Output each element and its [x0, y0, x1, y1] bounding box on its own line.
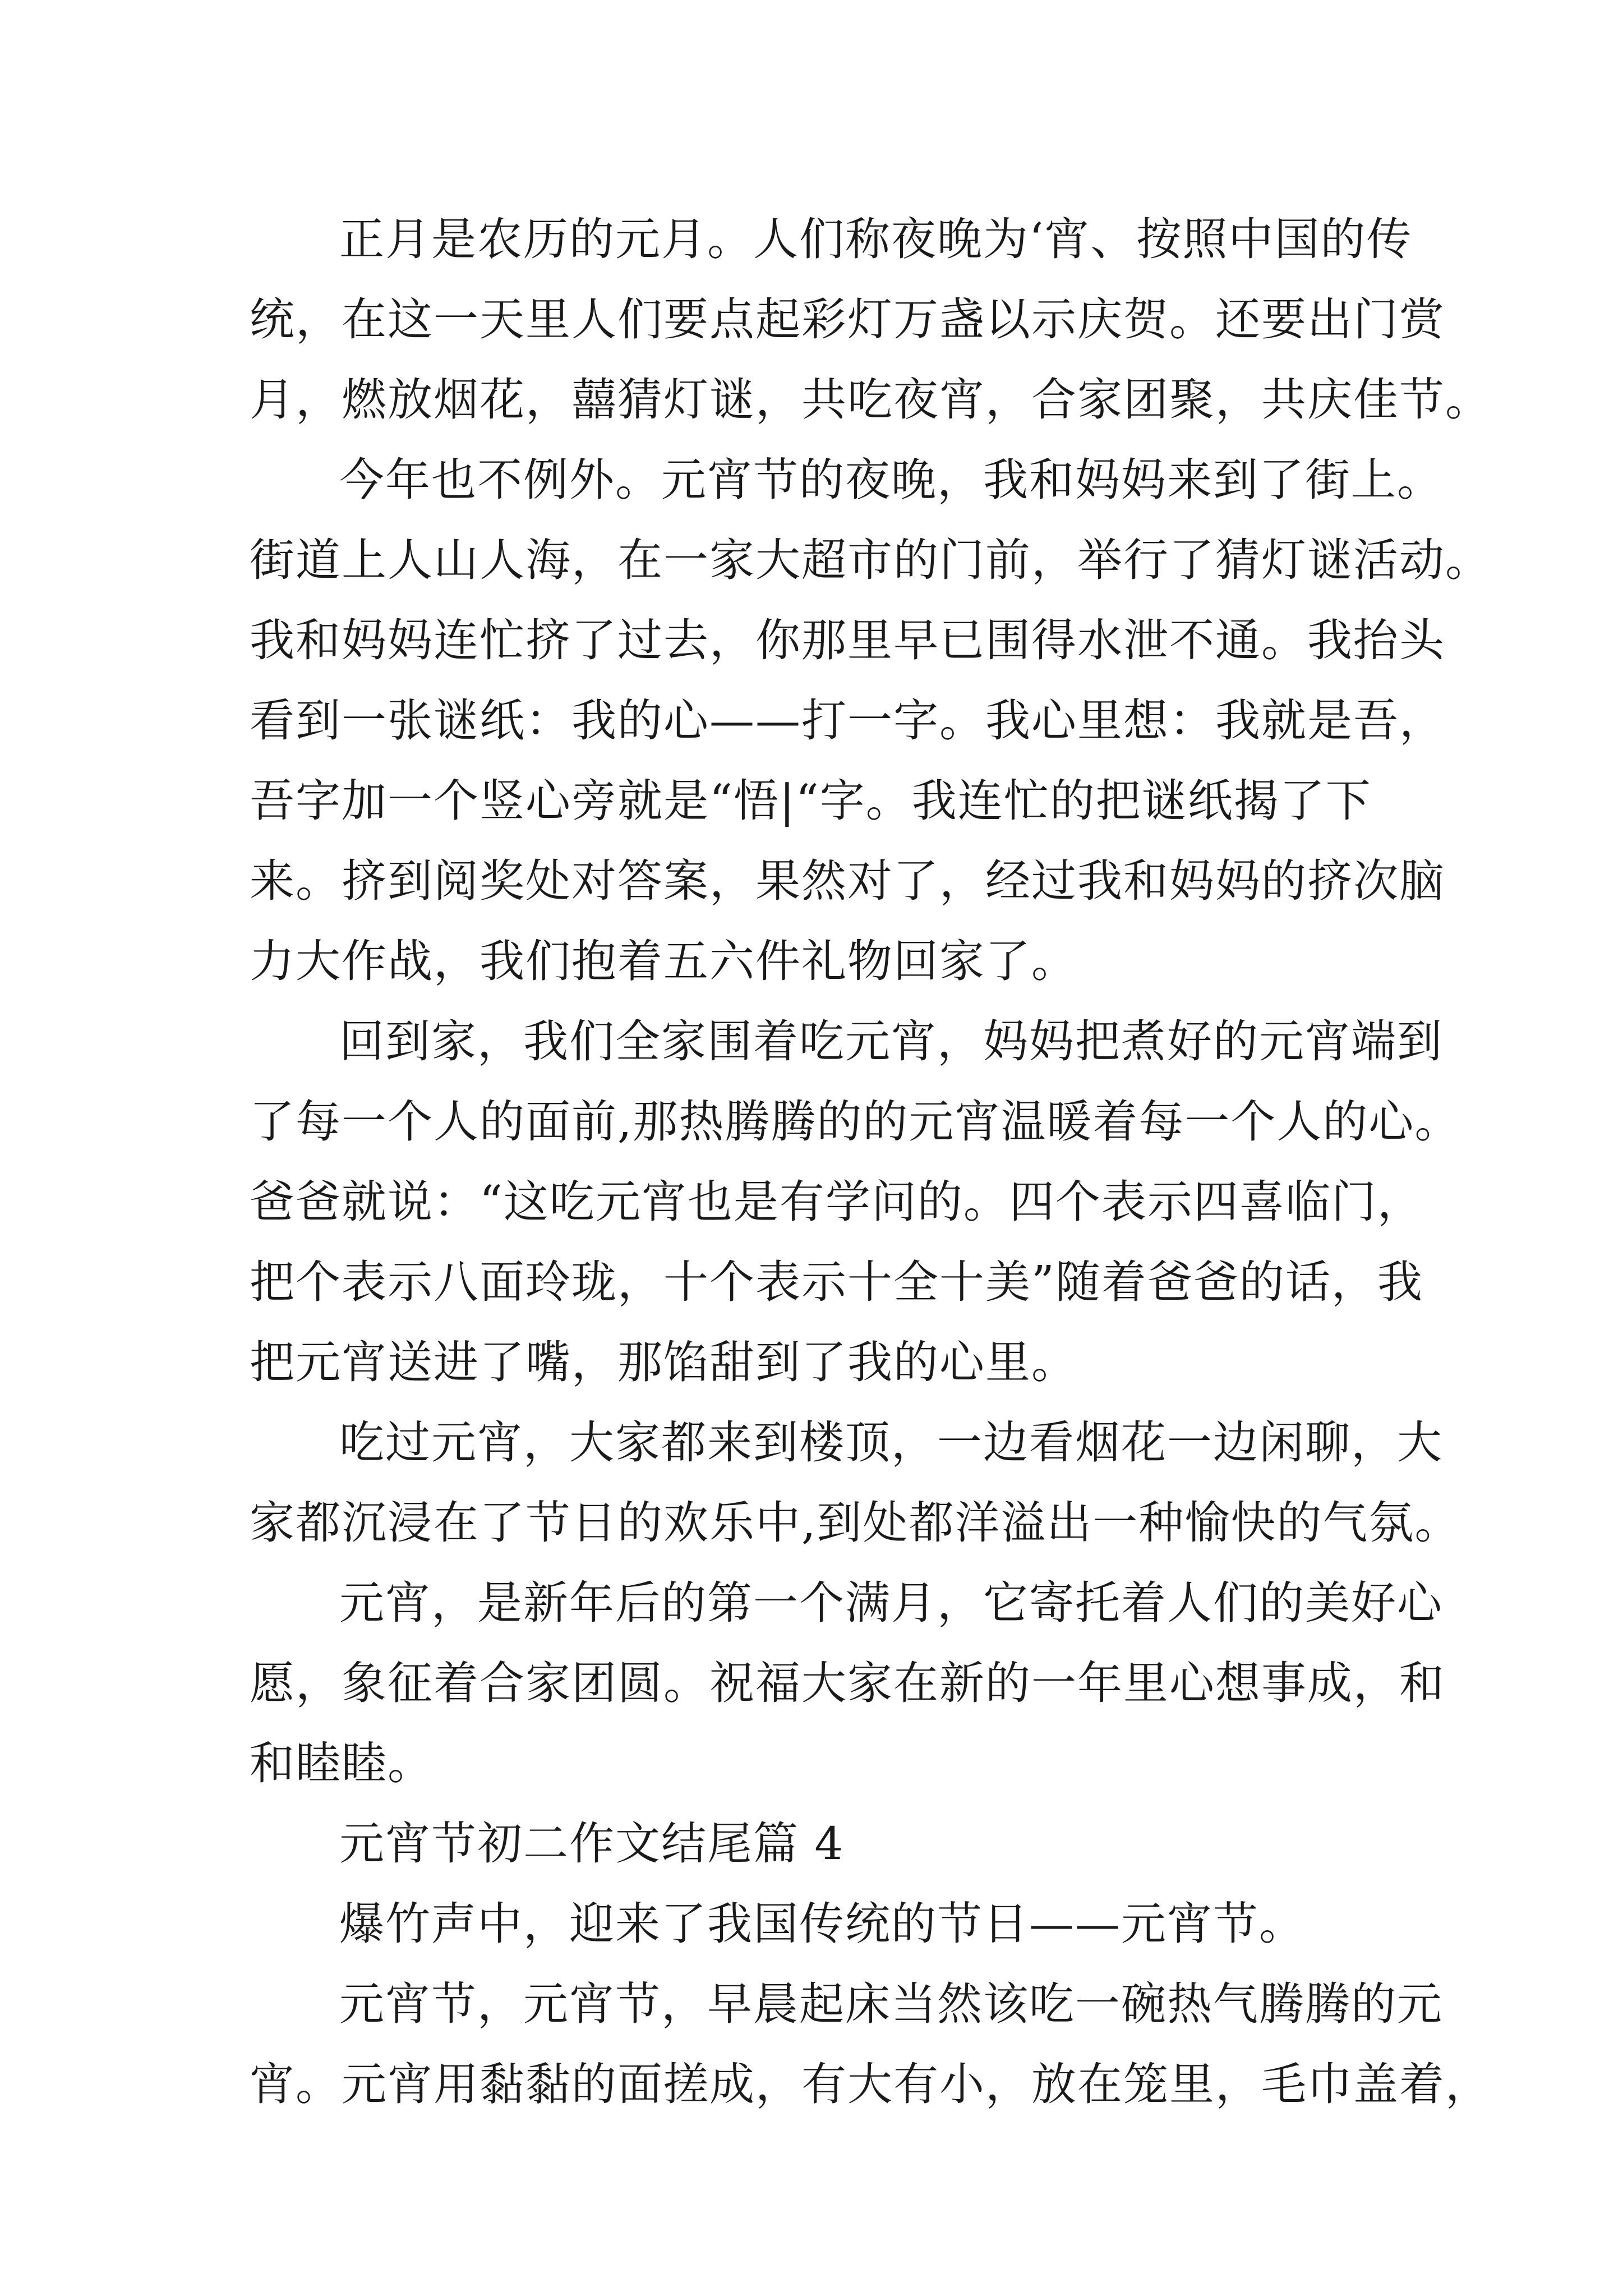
- text-line: 吾字加一个竖心旁就是“悟|“字。我连忙的把谜纸揭了下: [250, 775, 1372, 827]
- section-heading: 元宵节初二作文结尾篇 4: [339, 1818, 845, 1870]
- text-line: 力大作战，我们抱着五六件礼物回家了。: [250, 935, 1077, 987]
- text-line: 月，燃放烟花，囍猜灯谜，共吃夜宵，合家团聚，共庆佳节。: [250, 374, 1491, 426]
- text-line: 宵。元宵用黏黏的面搓成，有大有小，放在笼里，毛巾盖着，: [250, 2058, 1491, 2110]
- text-line: 统，在这一天里人们要点起彩灯万盏以示庆贺。还要出门赏: [250, 293, 1445, 346]
- text-line: 元宵节，元宵节，早晨起床当然该吃一碗热气腾腾的元: [339, 1978, 1443, 2030]
- text-line: 来。挤到阅奖处对答案，果然对了，经过我和妈妈的挤次脑: [250, 855, 1445, 907]
- text-line: 把个表示八面玲珑，十个表示十全十美”随着爸爸的话，我: [250, 1256, 1423, 1308]
- text-line: 回到家，我们全家围着吃元宵，妈妈把煮好的元宵端到: [339, 1015, 1443, 1068]
- text-line: 今年也不例外。元宵节的夜晚，我和妈妈来到了街上。: [339, 454, 1443, 506]
- text-line: 街道上人山人海，在一家大超市的门前，举行了猜灯谜活动。: [250, 534, 1491, 586]
- text-line: 爆竹声中，迎来了我国传统的节日——元宵节。: [339, 1898, 1305, 1950]
- text-line: 正月是农历的元月。人们称夜晚为‘宵、按照中国的传: [339, 213, 1413, 265]
- text-line: 把元宵送进了嘴，那馅甜到了我的心里。: [250, 1336, 1077, 1388]
- text-line: 吃过元宵，大家都来到楼顶，一边看烟花一边闲聊，大: [339, 1416, 1443, 1469]
- text-line: 愿，象征着合家团圆。祝福大家在新的一年里心想事成，和: [250, 1657, 1445, 1709]
- text-line: 了每一个人的面前,那热腾腾的的元宵温暖着每一个人的心。: [250, 1096, 1461, 1148]
- text-line: 爸爸就说：“这吃元宵也是有学问的。四个表示四喜临门，: [250, 1176, 1423, 1228]
- text-line: 元宵，是新年后的第一个满月，它寄托着人们的美好心: [339, 1577, 1443, 1629]
- text-line: 家都沉浸在了节日的欢乐中,到处都洋溢出一种愉快的气氛。: [250, 1497, 1461, 1549]
- text-line: 和睦睦。: [250, 1737, 434, 1789]
- text-line: 看到一张谜纸：我的心——打一字。我心里想：我就是吾，: [250, 694, 1445, 747]
- text-line: 我和妈妈连忙挤了过去，你那里早已围得水泄不通。我抬头: [250, 614, 1445, 666]
- document-page: [250, 199, 1491, 2124]
